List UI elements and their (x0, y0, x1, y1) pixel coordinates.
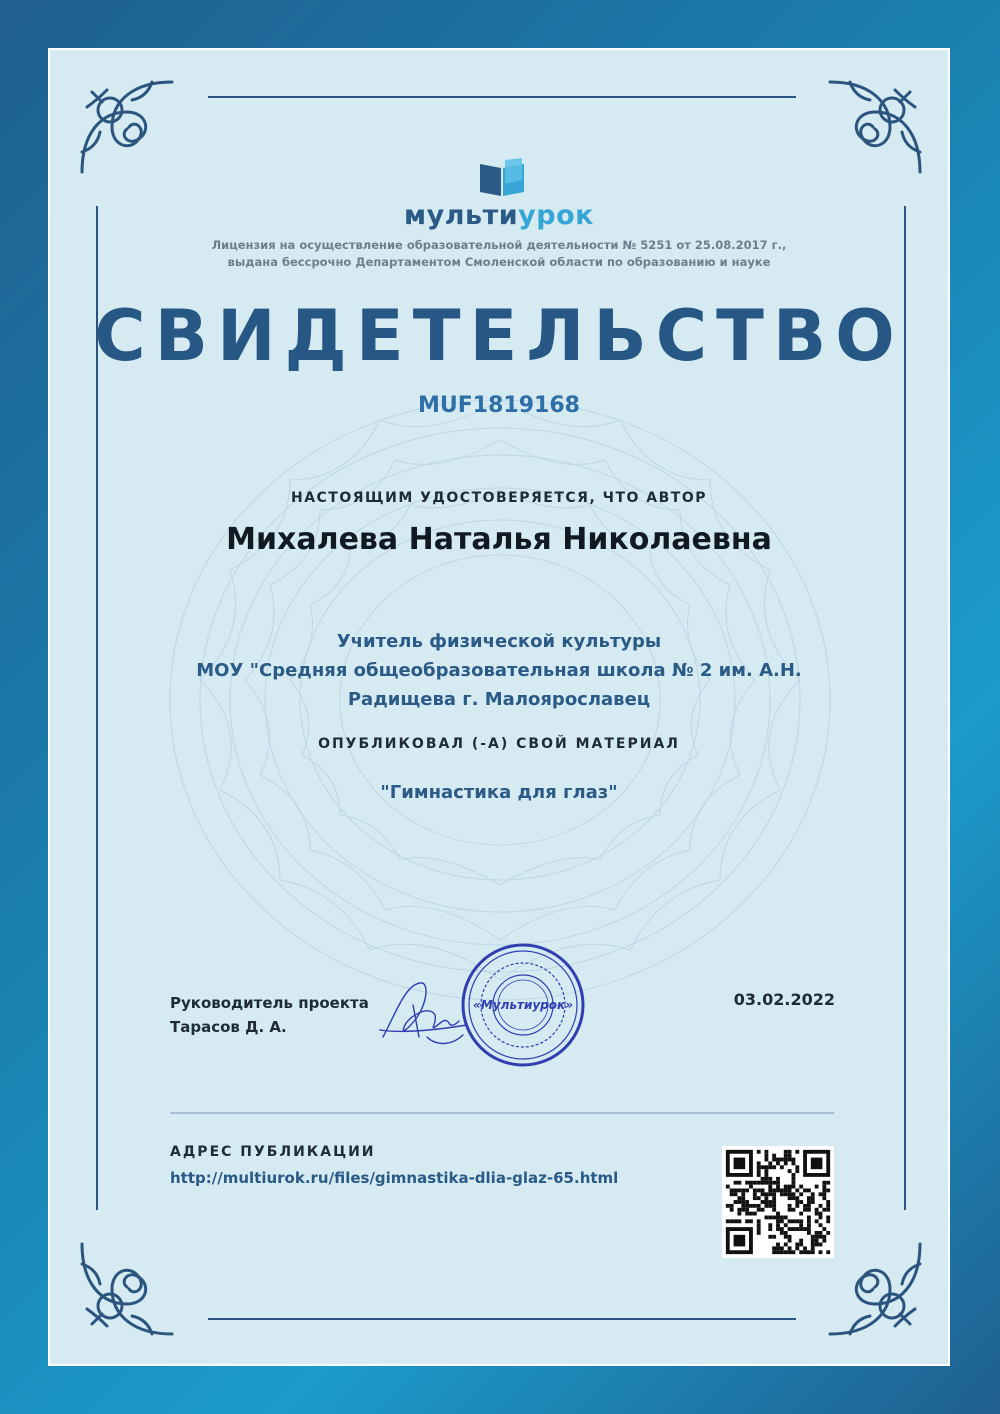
position-line-3: Радищева г. Малоярославец (347, 689, 651, 710)
issue-date: 03.02.2022 (733, 990, 835, 1009)
section-divider (170, 1112, 834, 1114)
brand-name-part1: мульти (404, 200, 519, 231)
address-label: АДРЕС ПУБЛИКАЦИИ (170, 1144, 376, 1160)
brand-name-part2: урок (518, 200, 594, 231)
frame-bottom-line (208, 1318, 796, 1320)
stamp-text: «Мультиурок» (473, 998, 573, 1012)
position-line-2: МОУ "Средняя общеобразовательная школа № 2 им. А.Н. (196, 660, 802, 681)
certificate-code: MUF1819168 (418, 393, 580, 418)
leader-name: Тарасов Д. А. (170, 1018, 287, 1036)
position-line-1: Учитель физической культуры (336, 631, 662, 652)
book-logo-icon (478, 158, 526, 198)
ornament-corner-bottom-left (72, 1234, 182, 1344)
certificate-sheet (48, 48, 950, 1366)
ornament-corner-top-left (72, 72, 182, 182)
ornament-corner-top-right (820, 72, 930, 182)
official-stamp (458, 930, 588, 1080)
license-line-1: Лицензия на осуществление образовательной деятельности № 5251 от 25.08.2017 г., (211, 238, 787, 252)
ornament-corner-bottom-right (820, 1234, 930, 1344)
license-text (50, 237, 948, 271)
author-name: Михалева Наталья Николаевна (226, 522, 772, 557)
leader-role: Руководитель проекта (170, 994, 369, 1012)
project-leader (170, 991, 369, 1039)
license-line-2: выдана бессрочно Департаментом Смоленской области по образованию и науке (227, 255, 771, 269)
qr-code[interactable] (722, 1146, 834, 1258)
author-position (50, 627, 948, 714)
brand-name (50, 200, 948, 231)
published-text: ОПУБЛИКОВАЛ (-А) СВОЙ МАТЕРИАЛ (318, 736, 680, 752)
certify-text: НАСТОЯЩИМ УДОСТОВЕРЯЕТСЯ, ЧТО АВТОР (290, 490, 708, 506)
frame-top-line (208, 96, 796, 98)
material-title: "Гимнастика для глаз" (380, 782, 618, 803)
certificate-title: СВИДЕТЕЛЬСТВО (94, 295, 904, 377)
publication-url-link[interactable]: http://multiurok.ru/files/gimnastika-dlia-glaz-65.html (170, 1169, 619, 1187)
